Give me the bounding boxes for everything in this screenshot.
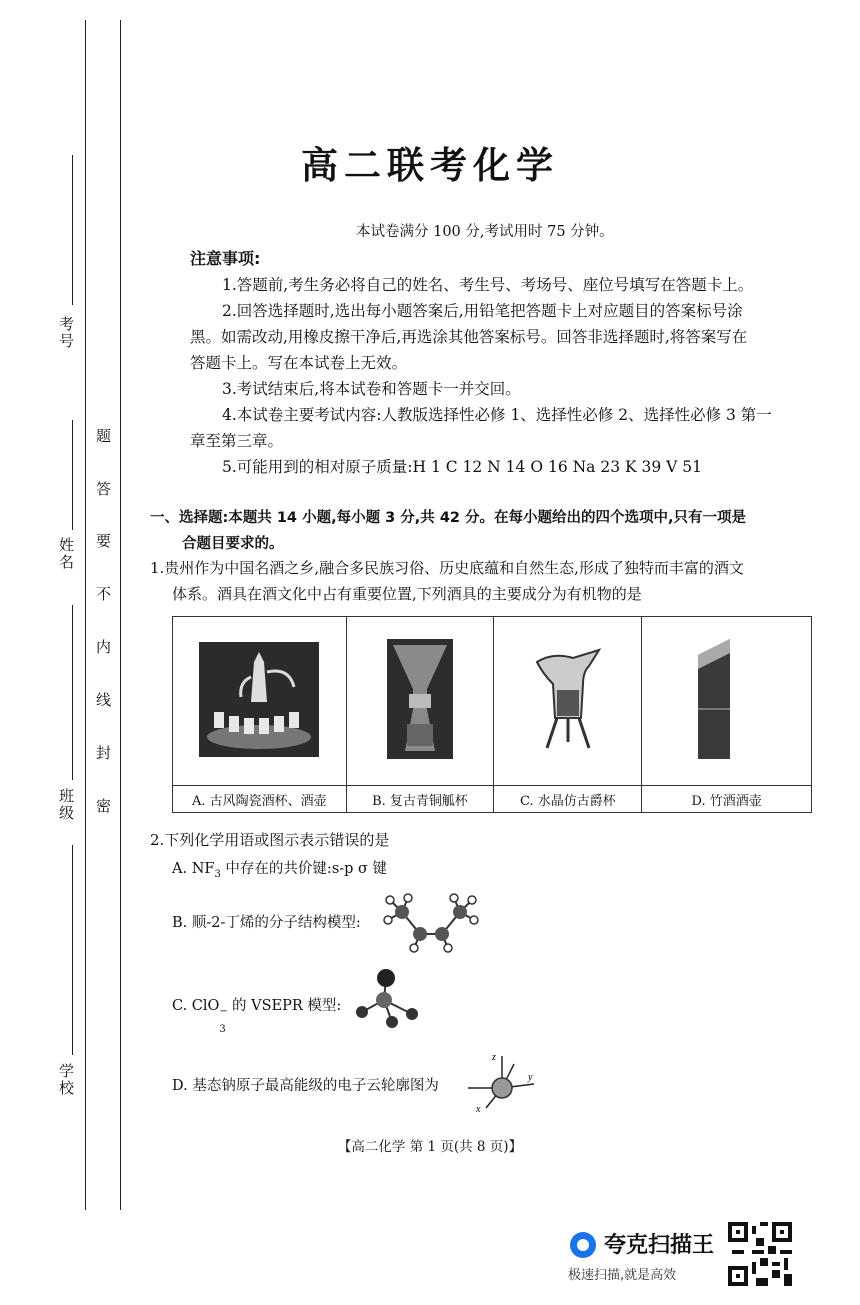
q2-option-a-pre: A. NF xyxy=(172,861,215,877)
q2-option-b: B. 顺-2-丁烯的分子结构模型: xyxy=(172,915,361,931)
q2-option-c-pre: C. ClO xyxy=(172,998,220,1014)
notice-line: 5.可能用到的相对原子质量:H 1 C 12 N 14 O 16 Na 23 K 39 V 51 xyxy=(222,458,702,476)
q2-option-d: D. 基态钠原子最高能级的电子云轮廓图为 xyxy=(172,1078,439,1094)
notice-line: 2.回答选择题时,选出每小题答案后,用铅笔把答题卡上对应题目的答案标号涂 xyxy=(222,302,743,320)
seal-char: 内 xyxy=(94,639,112,656)
seal-char: 不 xyxy=(94,586,112,603)
q2-option-c-sub: 3 xyxy=(219,1024,226,1035)
bamboo-wine-pot-image xyxy=(694,639,734,759)
q2-option-c-post: 的 VSEPR 模型: xyxy=(227,998,342,1014)
option-d-image xyxy=(642,617,812,786)
q2-option-a xyxy=(172,857,387,887)
notice-line: 1.答题前,考生务必将自己的姓名、考生号、考场号、座位号填写在答题卡上。 xyxy=(222,276,754,294)
notice-line: 章至第三章。 xyxy=(190,432,284,450)
q2-option-c xyxy=(172,994,342,1035)
section-heading-cont: 合题目要求的。 xyxy=(182,536,284,552)
clo3-vsepr-model-icon xyxy=(352,968,424,1030)
seal-char: 题 xyxy=(94,428,112,445)
field-label-name: 姓名 xyxy=(57,537,75,571)
question-2-stem: 2.下列化学用语或图示表示错误的是 xyxy=(150,831,390,849)
question-1-stem: 1.贵州作为中国名酒之乡,融合多民族习俗、历史底蕴和自然生态,形成了独特而丰富的酒文 xyxy=(150,559,744,577)
notice-line: 答题卡上。写在本试卷上无效。 xyxy=(190,354,408,372)
ceramic-wine-set-image xyxy=(199,642,319,757)
qr-code-icon xyxy=(728,1222,792,1286)
axis-label-x: x xyxy=(476,1104,481,1115)
q1-options-table xyxy=(172,616,812,813)
axis-label-y: y xyxy=(528,1072,533,1083)
bronze-gu-cup-image xyxy=(387,639,453,759)
q2-option-a-sub: 3 xyxy=(214,868,221,880)
option-b-label: B. 复古青铜觚杯 xyxy=(346,786,494,813)
field-label-class: 班级 xyxy=(57,788,75,822)
notice-heading: 注意事项: xyxy=(190,249,261,268)
field-blank-name xyxy=(72,420,73,530)
s-orbital-sphere-icon xyxy=(462,1050,542,1116)
page-footer: 【高二化学 第 1 页(共 8 页)】 xyxy=(337,1139,523,1155)
option-a-label: A. 古风陶瓷酒杯、酒壶 xyxy=(173,786,347,813)
quark-logo-icon xyxy=(568,1230,598,1260)
notice-line: 4.本试卷主要考试内容:人教版选择性必修 1、选择性必修 2、选择性必修 3 第一 xyxy=(222,406,772,424)
field-blank-class xyxy=(72,605,73,780)
option-d-label: D. 竹酒酒壶 xyxy=(642,786,812,813)
seal-char: 答 xyxy=(94,481,112,498)
seal-char: 密 xyxy=(94,798,112,815)
cis-2-butene-model-icon xyxy=(380,890,480,954)
field-label-school: 学校 xyxy=(57,1063,75,1097)
option-b-image xyxy=(346,617,494,786)
watermark-slogan: 极速扫描,就是高效 xyxy=(568,1268,677,1283)
notice-line: 3.考试结束后,将本试卷和答题卡一并交回。 xyxy=(222,380,521,398)
crystal-jue-cup-image xyxy=(533,644,603,754)
option-a-image xyxy=(173,617,347,786)
page-title: 高二联考化学 xyxy=(301,144,559,187)
option-c-label: C. 水晶仿古爵杯 xyxy=(494,786,642,813)
seal-char: 要 xyxy=(94,533,112,550)
q2-option-a-post: 中存在的共价键:s-p σ 键 xyxy=(220,861,388,877)
watermark-brand: 夸克扫描王 xyxy=(604,1233,715,1258)
seal-char: 封 xyxy=(94,745,112,762)
seal-char: 线 xyxy=(94,692,112,709)
field-label-exam-number: 考号 xyxy=(57,316,75,350)
margin-line-inner xyxy=(120,20,121,1210)
margin-line-outer xyxy=(85,20,86,1210)
field-blank-school xyxy=(72,845,73,1055)
section-heading: 一、选择题:本题共 14 小题,每小题 3 分,共 42 分。在每小题给出的四个选项中,只有一项是 xyxy=(150,510,747,526)
option-c-image xyxy=(494,617,642,786)
question-1-stem-cont: 体系。酒具在酒文化中占有重要位置,下列酒具的主要成分为有机物的是 xyxy=(172,585,642,603)
exam-meta: 本试卷满分 100 分,考试用时 75 分钟。 xyxy=(356,224,614,240)
notice-line: 黑。如需改动,用橡皮擦干净后,再选涂其他答案标号。回答非选择题时,将答案写在 xyxy=(190,328,748,346)
axis-label-z: z xyxy=(492,1052,496,1063)
q2-option-c-sup: − xyxy=(219,1006,228,1017)
